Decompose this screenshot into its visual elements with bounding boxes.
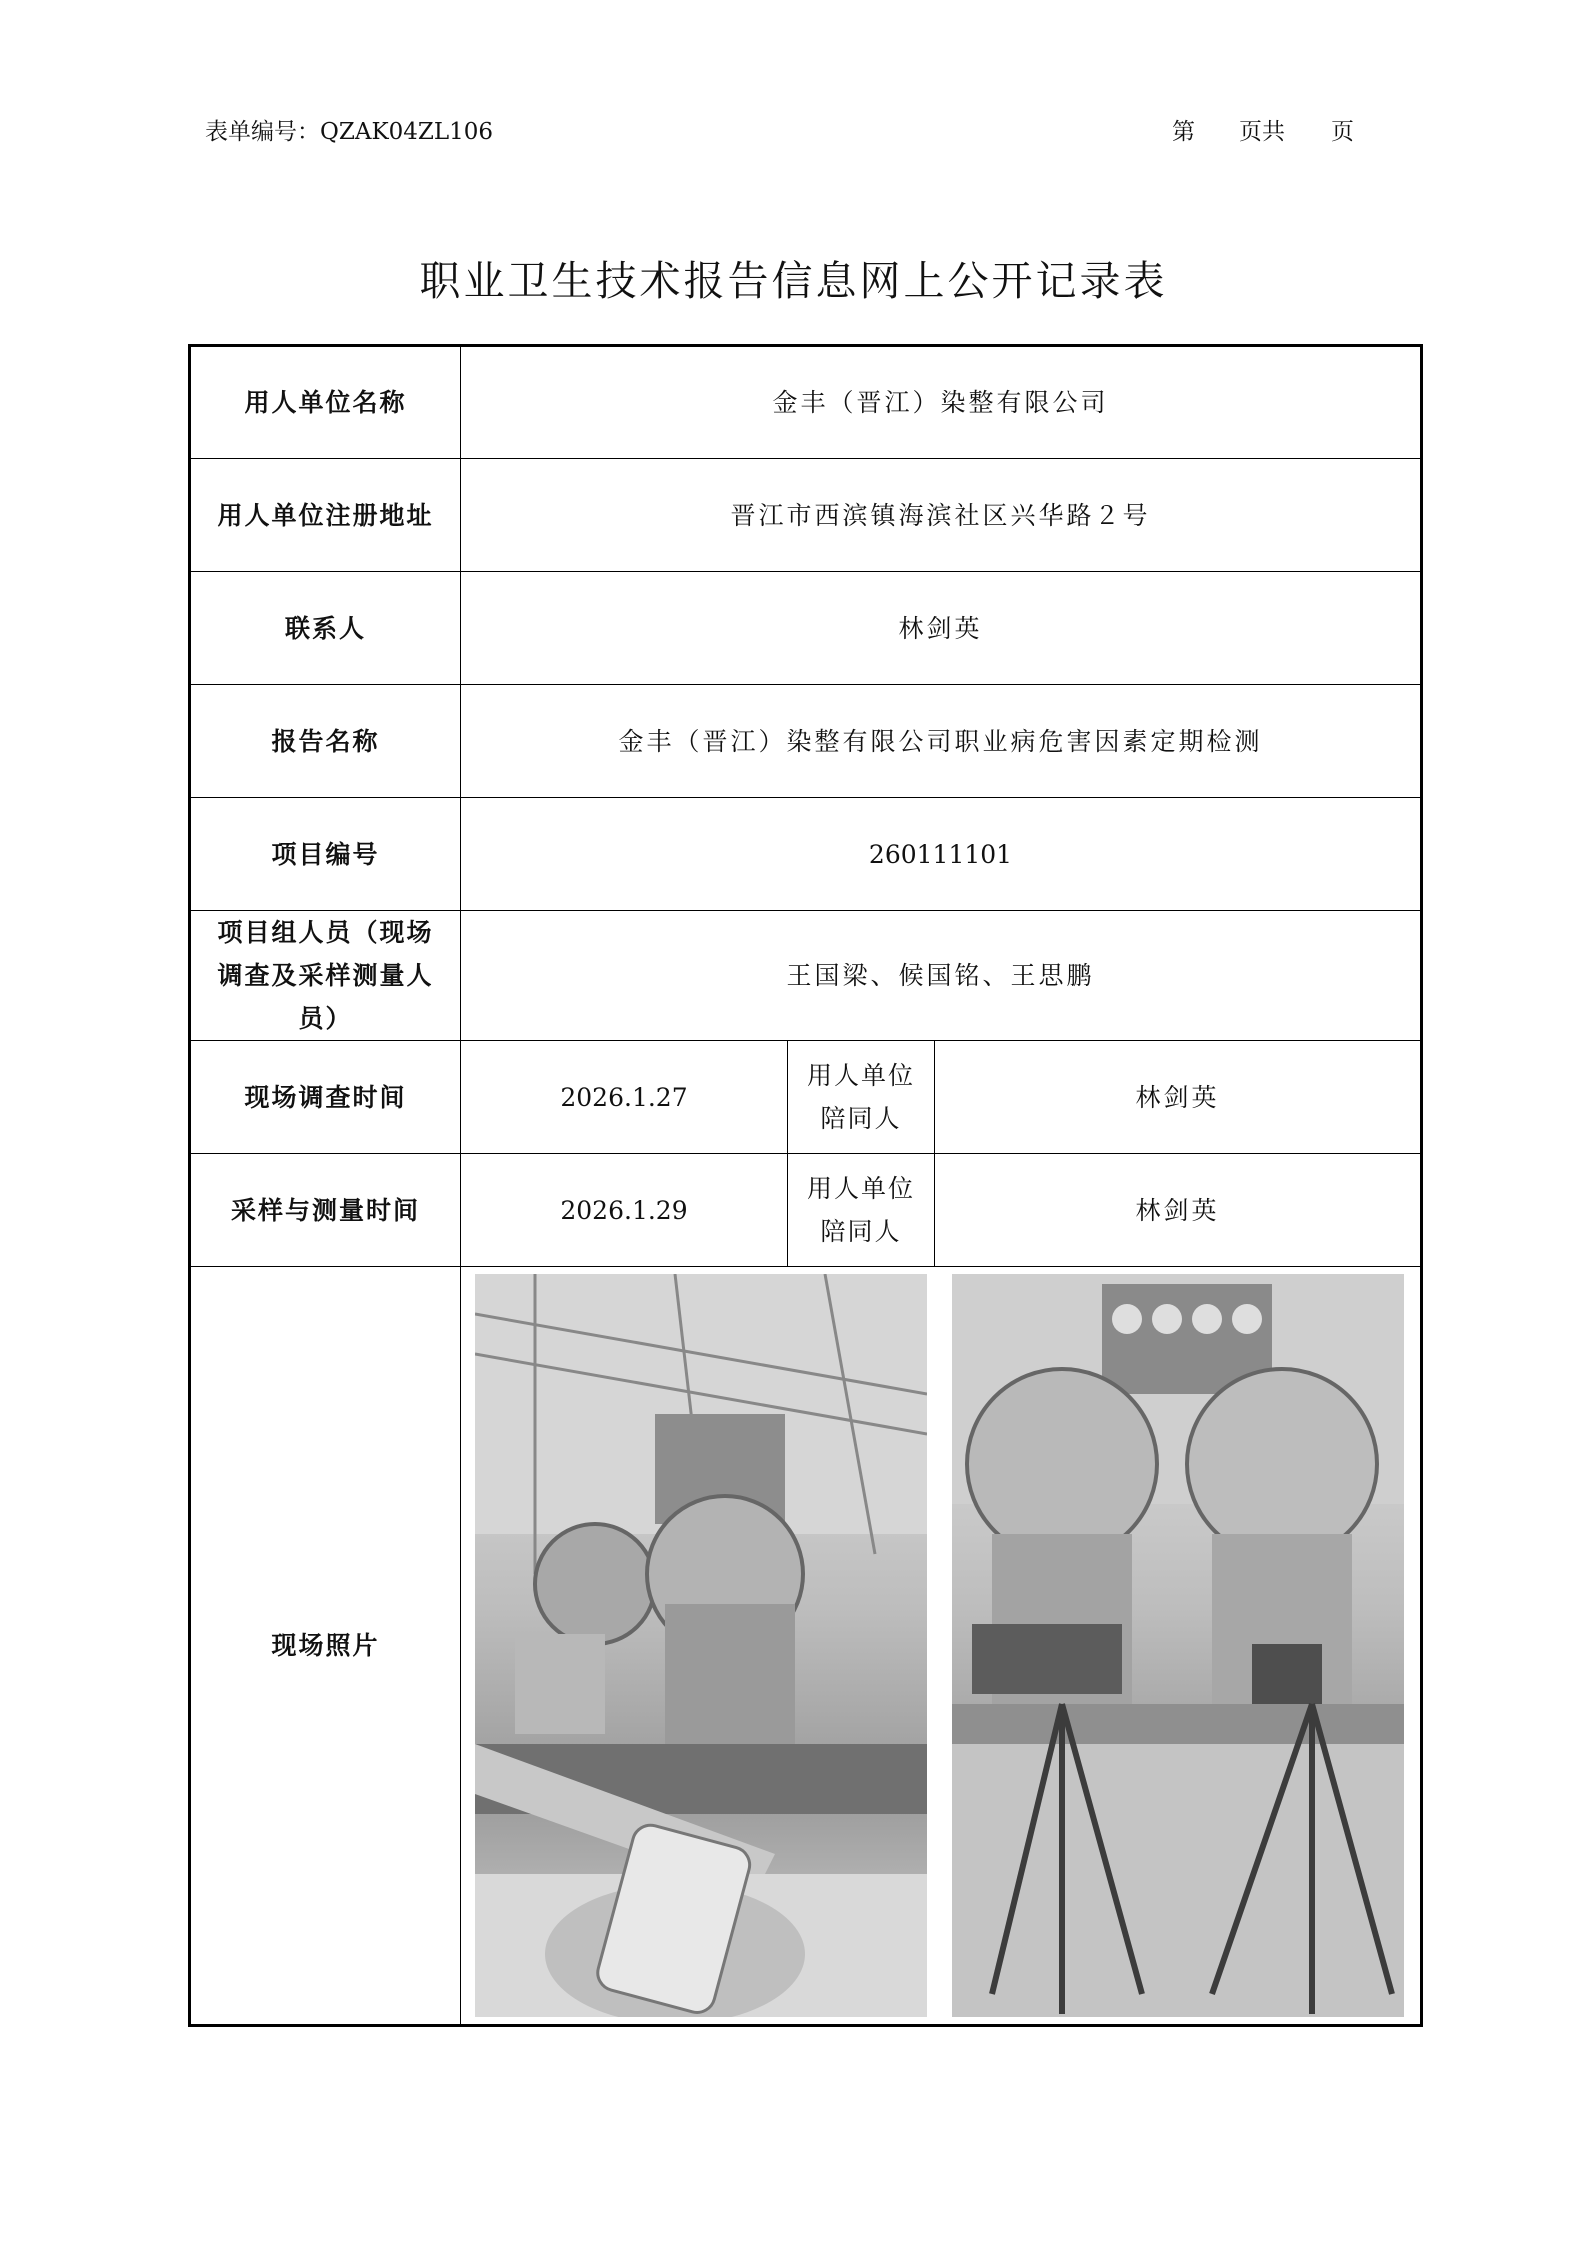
sampling-companion-label: 用人单位陪同人 (788, 1154, 935, 1267)
survey-companion-value: 林剑英 (935, 1041, 1422, 1154)
row-sampling-time (190, 1154, 1422, 1267)
form-number: 表单编号：QZAK04ZL106 (205, 119, 494, 145)
row-contact (190, 572, 1422, 685)
project-number-value: 260111101 (461, 798, 1422, 911)
unit-name-label: 用人单位名称 (190, 346, 461, 459)
row-survey-time (190, 1041, 1422, 1154)
page-word-2: 页共 (1239, 119, 1285, 145)
page-indicator (1172, 113, 1354, 146)
contact-label: 联系人 (190, 572, 461, 685)
row-report-name (190, 685, 1422, 798)
page-title: 职业卫生技术报告信息网上公开记录表 (419, 257, 1168, 305)
row-address (190, 459, 1422, 572)
report-name-label: 报告名称 (190, 685, 461, 798)
site-photo-1-image (475, 1274, 927, 2017)
record-table (188, 344, 1423, 2027)
survey-time-value: 2026.1.27 (461, 1041, 788, 1154)
row-team (190, 911, 1422, 1041)
unit-name-value: 金丰（晋江）染整有限公司 (461, 346, 1422, 459)
photos-cell (461, 1267, 1422, 2026)
report-name-value: 金丰（晋江）染整有限公司职业病危害因素定期检测 (461, 685, 1422, 798)
page-word-1: 第 (1172, 119, 1195, 145)
team-label: 项目组人员（现场调查及采样测量人员） (190, 911, 461, 1041)
page-word-3: 页 (1331, 119, 1354, 145)
survey-time-label: 现场调查时间 (190, 1041, 461, 1154)
team-value: 王国梁、候国铭、王思鹏 (461, 911, 1422, 1041)
row-project-number (190, 798, 1422, 911)
sampling-companion-value: 林剑英 (935, 1154, 1422, 1267)
row-photos (190, 1267, 1422, 2026)
contact-value: 林剑英 (461, 572, 1422, 685)
sampling-time-value: 2026.1.29 (461, 1154, 788, 1267)
site-photo-1 (475, 1274, 927, 2017)
site-photo-2-image (952, 1274, 1404, 2017)
site-photo-2 (952, 1274, 1404, 2017)
survey-companion-label: 用人单位陪同人 (788, 1041, 935, 1154)
project-number-label: 项目编号 (190, 798, 461, 911)
photos-label: 现场照片 (190, 1267, 461, 2026)
address-value: 晋江市西滨镇海滨社区兴华路２号 (461, 459, 1422, 572)
row-unit-name (190, 346, 1422, 459)
photo-gallery (461, 1274, 1420, 2017)
address-label: 用人单位注册地址 (190, 459, 461, 572)
sampling-time-label: 采样与测量时间 (190, 1154, 461, 1267)
